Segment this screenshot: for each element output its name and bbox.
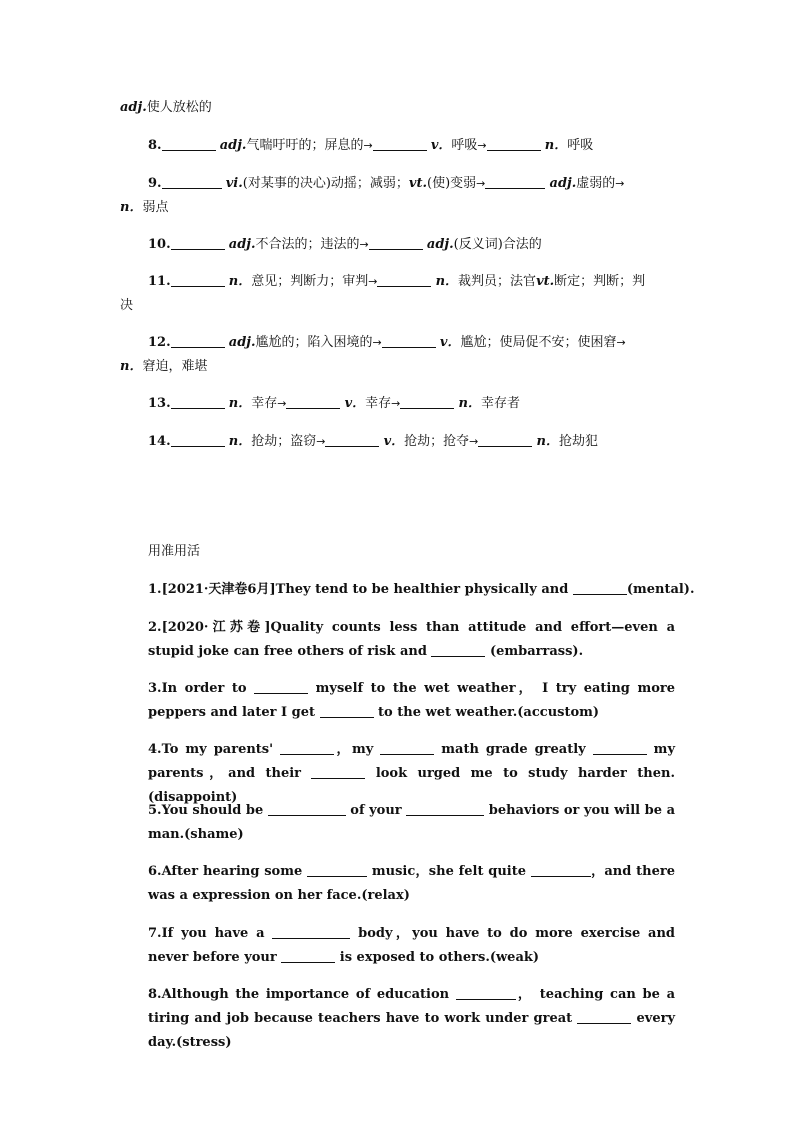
- pos-label: v．: [439, 335, 461, 350]
- exercise-3: [120, 677, 675, 725]
- answer-blank[interactable]: [456, 985, 516, 1000]
- exercise-text: to the wet weather.(accustom): [373, 705, 600, 720]
- exercise-text: To my parents': [161, 742, 281, 757]
- answer-blank[interactable]: [485, 174, 545, 189]
- arrow-icon: →: [368, 275, 378, 288]
- answer-blank[interactable]: [171, 235, 225, 250]
- item-number: 8.: [148, 138, 162, 153]
- exercise-text: They tend to be healthier physically and: [275, 582, 573, 597]
- answer-blank[interactable]: [380, 740, 434, 755]
- meaning: 断定；判断；判: [554, 274, 646, 289]
- answer-blank[interactable]: [307, 862, 367, 877]
- exercise-number: 2.: [148, 620, 162, 635]
- exercise-text: of your: [345, 803, 407, 818]
- answer-blank[interactable]: [281, 948, 335, 963]
- answer-blank[interactable]: [268, 801, 346, 816]
- answer-blank[interactable]: [377, 272, 431, 287]
- exercise-text: ， teaching can be a tiring and job because teachers have to work under great: [148, 987, 675, 1026]
- meaning: 呼吸: [451, 138, 478, 153]
- exercise-number: 6.: [148, 864, 162, 879]
- exercise-text: After hearing some: [161, 864, 308, 879]
- vocab-item-8: [120, 134, 675, 158]
- exercise-text: ，and there was a expression on her face.(relax): [148, 864, 675, 903]
- exercise-text: (mental).: [626, 582, 695, 597]
- vocab-intro-line: [120, 96, 675, 120]
- exercise-1: [120, 578, 695, 602]
- meaning: 不合法的；违法的: [255, 237, 360, 252]
- meaning: 意见；判断力；审判: [251, 274, 369, 289]
- answer-blank[interactable]: [573, 580, 627, 595]
- pos-label: n．: [458, 396, 481, 411]
- arrow-icon: →: [616, 336, 626, 349]
- exercise-text: You should be: [161, 803, 268, 818]
- meaning: 尴尬；使局促不安；使困窘: [460, 335, 617, 350]
- vocab-item-14: [120, 430, 675, 454]
- arrow-icon: →: [476, 177, 486, 190]
- exercise-6: [120, 860, 675, 908]
- exercise-5: [120, 799, 675, 847]
- answer-blank[interactable]: [373, 136, 427, 151]
- exercise-number: 1.: [148, 582, 162, 597]
- pos-label: vt.: [408, 176, 427, 191]
- answer-blank[interactable]: [272, 924, 350, 939]
- answer-blank[interactable]: [406, 801, 484, 816]
- arrow-icon: →: [277, 397, 287, 410]
- meaning: 裁判员；法官: [458, 274, 537, 289]
- answer-blank[interactable]: [254, 679, 308, 694]
- meaning: 抢劫犯: [558, 434, 598, 449]
- item-number: 12.: [148, 335, 171, 350]
- pos-label: n．: [435, 274, 459, 289]
- answer-blank[interactable]: [369, 235, 423, 250]
- answer-blank[interactable]: [171, 432, 225, 447]
- meaning: 抢劫；盗窃: [251, 434, 317, 449]
- exercise-text: music，she felt quite: [367, 864, 531, 879]
- exercise-source: [2020·江苏卷]: [161, 620, 271, 635]
- item-number: 13.: [148, 396, 171, 411]
- meaning: 虚弱的: [576, 176, 616, 191]
- pos-label: adj.: [549, 176, 577, 191]
- answer-blank[interactable]: [487, 136, 541, 151]
- exercise-text: look urged me to study harder then.(disappoint): [148, 766, 675, 805]
- arrow-icon: →: [359, 238, 369, 251]
- meaning: 抢劫；抢夺: [404, 434, 470, 449]
- arrow-icon: →: [477, 139, 487, 152]
- exercise-number: 7.: [148, 926, 162, 941]
- item-number: 10.: [148, 237, 171, 252]
- answer-blank[interactable]: [431, 642, 485, 657]
- pos-label: v．: [344, 396, 366, 411]
- exercise-number: 4.: [148, 742, 162, 757]
- pos-label: vi.: [225, 176, 243, 191]
- exercise-text: In order to: [161, 681, 255, 696]
- meaning: 决: [120, 298, 134, 313]
- pos-label: n．: [228, 434, 252, 449]
- answer-blank[interactable]: [280, 740, 334, 755]
- answer-blank[interactable]: [325, 432, 379, 447]
- exercise-text: myself to the wet weather， I try eating more peppers and later I get: [148, 681, 675, 720]
- exercise-text: every day.(stress): [148, 1011, 675, 1050]
- meaning: (对某事的决心)动摇；减弱；: [242, 176, 409, 191]
- section-title: 用准用活: [148, 544, 201, 559]
- meaning: 呼吸: [567, 138, 594, 153]
- exercise-number: 8.: [148, 987, 162, 1002]
- exercise-2: [120, 616, 675, 664]
- answer-blank[interactable]: [593, 740, 647, 755]
- exercise-8: [120, 983, 675, 1055]
- exercise-number: 3.: [148, 681, 162, 696]
- meaning: 气喘吁吁的；屏息的: [246, 138, 364, 153]
- exercise-text: ，my: [334, 742, 381, 757]
- answer-blank[interactable]: [162, 174, 222, 189]
- answer-blank[interactable]: [162, 136, 216, 151]
- meaning: 窘迫，难堪: [142, 359, 208, 374]
- exercise-text: my parents，and their: [148, 742, 675, 781]
- arrow-icon: →: [363, 139, 373, 152]
- answer-blank[interactable]: [478, 432, 532, 447]
- meaning: 使人放松的: [146, 100, 212, 115]
- answer-blank[interactable]: [400, 394, 454, 409]
- pos-label: n．: [536, 434, 559, 449]
- meaning: 幸存: [365, 396, 392, 411]
- answer-blank[interactable]: [531, 862, 591, 877]
- pos-label: vt.: [536, 274, 555, 289]
- meaning: 幸存: [251, 396, 278, 411]
- exercise-text: (embarrass).: [485, 644, 584, 659]
- pos-label: adj.: [426, 237, 454, 252]
- exercise-text: Quality counts less than attitude and effort—even a stupid joke can free others of risk and: [148, 620, 675, 659]
- vocab-item-12: [120, 331, 675, 355]
- exercise-text: behaviors or you will be a man.(shame): [148, 803, 675, 842]
- vocab-item-9-cont: [120, 196, 675, 220]
- pos-label: n．: [120, 359, 143, 374]
- arrow-icon: →: [469, 435, 479, 448]
- pos-label: n．: [544, 138, 568, 153]
- vocab-item-9: [120, 172, 675, 196]
- meaning: (反义词)合法的: [453, 237, 542, 252]
- pos-label: adj.: [219, 138, 247, 153]
- item-number: 9.: [148, 176, 162, 191]
- vocab-item-11-cont: [120, 294, 675, 318]
- answer-blank[interactable]: [382, 333, 436, 348]
- pos-label: adj.: [120, 100, 147, 115]
- arrow-icon: →: [372, 336, 382, 349]
- exercise-text: is exposed to others.(weak): [335, 950, 540, 965]
- answer-blank[interactable]: [577, 1009, 631, 1024]
- answer-blank[interactable]: [286, 394, 340, 409]
- answer-blank[interactable]: [320, 703, 374, 718]
- pos-label: adj.: [228, 335, 256, 350]
- pos-label: n．: [228, 274, 252, 289]
- answer-blank[interactable]: [171, 394, 225, 409]
- exercise-7: [120, 922, 675, 970]
- item-number: 14.: [148, 434, 171, 449]
- answer-blank[interactable]: [171, 272, 225, 287]
- exercise-text: If you have a: [161, 926, 273, 941]
- vocab-item-11: [120, 270, 675, 294]
- pos-label: v．: [430, 138, 452, 153]
- meaning: (使)变弱: [427, 176, 477, 191]
- pos-label: n．: [120, 200, 143, 215]
- pos-label: n．: [228, 396, 252, 411]
- exercise-text: body，you have to do more exercise and never before your: [148, 926, 675, 965]
- pos-label: adj.: [228, 237, 256, 252]
- answer-blank[interactable]: [171, 333, 225, 348]
- meaning: 尴尬的；陷入困境的: [255, 335, 373, 350]
- exercise-source: [2021·天津卷6月]: [161, 582, 276, 597]
- meaning: 幸存者: [480, 396, 520, 411]
- exercise-text: math grade greatly: [434, 742, 593, 757]
- arrow-icon: →: [391, 397, 401, 410]
- meaning: 弱点: [142, 200, 169, 215]
- answer-blank[interactable]: [311, 764, 365, 779]
- exercise-number: 5.: [148, 803, 162, 818]
- vocab-item-10: [120, 233, 675, 257]
- arrow-icon: →: [316, 435, 326, 448]
- item-number: 11.: [148, 274, 171, 289]
- vocab-item-13: [120, 392, 675, 416]
- vocab-item-12-cont: [120, 355, 675, 379]
- arrow-icon: →: [615, 177, 625, 190]
- pos-label: v．: [383, 434, 405, 449]
- exercise-text: Although the importance of education: [161, 987, 456, 1002]
